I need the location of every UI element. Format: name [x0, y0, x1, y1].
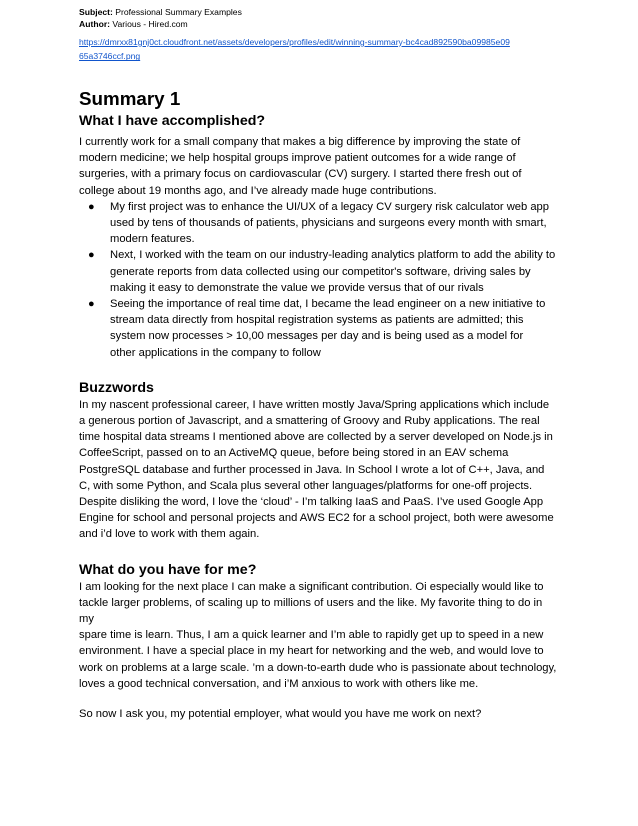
closing-line: So now I ask you, my potential employer, what would you have me work on next?: [79, 708, 482, 721]
intro-paragraph: [79, 134, 559, 199]
text-line: CoffeeScript, passed on to an ActiveMQ queue, before being stored in an EAV schema: [79, 447, 509, 460]
section-heading-offer: What do you have for me?: [79, 561, 257, 578]
list-item: [79, 296, 559, 361]
text-line: other applications in the company to follow: [110, 346, 321, 359]
text-line: work on problems at a large scale. ’m a down-to-earth dude who is passionate about technology,: [79, 661, 557, 674]
text-line: Next, I worked with the team on our industry-leading analytics platform to add the ability to: [110, 249, 556, 262]
text-line: loves a good technical conversation, and i’M anxious to work with others like me.: [79, 677, 479, 690]
text-line: a generous portion of Javascript, and a smattering of Groovy and Ruby applications. The real: [79, 415, 540, 428]
subject-label: Subject:: [79, 7, 113, 17]
accomplishment-list: [79, 199, 559, 361]
text-line: stream data directly from hospital registration systems as patients are admitted; this: [110, 314, 524, 327]
text-line: Seeing the importance of real time dat, I became the lead engineer on a new initiative to: [110, 298, 546, 311]
text-line: surgeries, with a primary focus on cardiovascular (CV) surgery. I started there fresh out of: [79, 168, 522, 181]
text-line: spare time is learn. Thus, I am a quick learner and I’m able to rapidly get up to speed in a new: [79, 629, 544, 642]
subject-line: [79, 6, 559, 18]
text-line: system now processes > 10,00 messages per day and is being used as a model for: [110, 330, 524, 343]
text-line: tackle larger problems, of scaling up to millions of users and the like. My favorite thing to do in my: [79, 596, 543, 626]
author-line: [79, 18, 559, 30]
source-link-line-2[interactable]: 65a3746ccf.png: [79, 51, 141, 62]
text-line: I am looking for the next place I can make a significant contribution. Oi especially would like to: [79, 580, 544, 593]
author-value: Various - Hired.com: [112, 19, 188, 30]
text-line: college about 19 months ago, and I’ve already made huge contributions.: [79, 184, 437, 197]
section-heading-accomplished: What I have accomplished?: [79, 113, 266, 129]
text-line: time hospital data streams I mentioned above are collected by a server developed on Node.js in: [79, 431, 553, 444]
text-line: In my nascent professional career, I have written mostly Java/Spring applications which include: [79, 398, 550, 411]
text-line: modern features.: [110, 233, 195, 246]
text-line: Engine for school and personal projects and AWS EC2 for a school project, both were awesome: [79, 512, 554, 525]
paragraph-spacer: [79, 692, 559, 706]
offer-paragraph: [79, 579, 559, 692]
bullet-icon: ●: [88, 249, 95, 262]
text-line: making it easy to demonstrate the value we provide versus that of our rivals: [110, 281, 484, 294]
text-line: environment. I have a special place in my heart for networking and the web, and would love to: [79, 645, 544, 658]
text-line: My first project was to enhance the UI/UX of a legacy CV surgery risk calculator web app: [110, 200, 549, 213]
text-line: modern medicine; we help hospital groups improve patient outcomes for a wide range of: [79, 152, 516, 165]
text-line: used by tens of thousands of patients, physicians and surgeons every month with smart,: [110, 217, 547, 230]
list-item: [79, 247, 559, 296]
list-item: [79, 199, 559, 248]
section-heading-buzzwords: Buzzwords: [79, 379, 154, 396]
bullet-icon: ●: [88, 298, 95, 311]
text-line: C, with some Python, and Scala plus several other languages/platforms for one-off projects.: [79, 479, 533, 492]
text-line: Despite disliking the word, I love the ‘cloud’ - I’m talking IaaS and PaaS. I’ve used Google App: [79, 496, 544, 509]
bullet-icon: ●: [88, 200, 95, 213]
buzzwords-paragraph: [79, 397, 559, 543]
source-link-line-1[interactable]: https://dmrxx81gnj0ct.cloudfront.net/assets/developers/profiles/edit/winning-summary-bc4cad892590ba09985e09: [79, 36, 510, 47]
text-line: and i’d love to work with them again.: [79, 528, 260, 541]
text-line: I currently work for a small company that makes a big difference by improving the state of: [79, 136, 521, 148]
subject-value: Professional Summary Examples: [115, 7, 242, 17]
document-page: [79, 0, 559, 722]
document-title: Summary 1: [79, 88, 181, 109]
text-line: PostgreSQL database and further processed in Java. In School I wrote a lot of C++, Java, and: [79, 463, 545, 476]
text-line: generate reports from data collected using our competitor's software, driving sales by: [110, 265, 531, 278]
author-label: Author:: [79, 19, 111, 30]
